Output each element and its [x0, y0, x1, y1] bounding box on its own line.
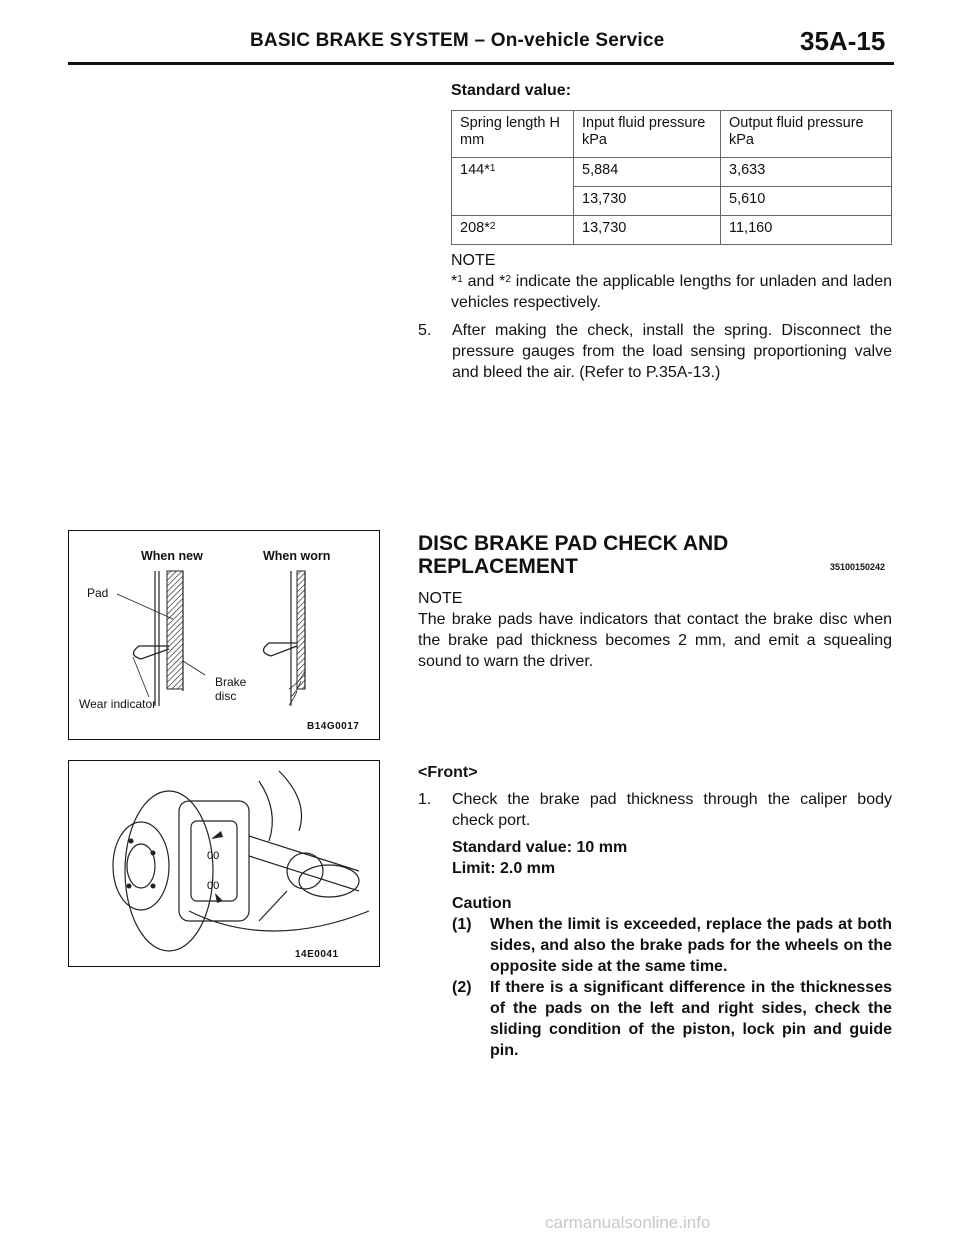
front-label: <Front>: [418, 764, 478, 781]
note-block: [451, 250, 892, 313]
table-cell: 13,730: [574, 187, 721, 216]
limit-value: Limit: 2.0 mm: [452, 860, 556, 877]
table-header-cell: Input fluid pressure kPa: [574, 111, 721, 158]
header-rule: [68, 62, 894, 65]
section-ref-number: 35100150242: [830, 562, 886, 572]
svg-text:00: 00: [207, 880, 220, 892]
figure-pad-wear: [68, 530, 380, 740]
table-cell: 144*$^1$: [452, 158, 574, 187]
label-brake: Brake: [215, 675, 247, 689]
figure-caliper: [68, 760, 380, 967]
table-header-cell: Spring length H mm: [452, 111, 574, 158]
label-when-worn: When worn: [263, 549, 331, 563]
svg-text:00: 00: [207, 850, 220, 862]
caution-item-2: (2) If there is a significant difference in the thicknesses of the pads on the left and right sides, check the sliding condition of the piston, lock pin and guide pin.: [452, 979, 892, 1059]
standard-value-table: [451, 110, 892, 245]
note-text: The brake pads have indicators that contact the brake disc when the brake pad thickness becomes 2 mm, and emit a squealing sound to warn the driver.: [418, 611, 892, 670]
caliper-drawing: [69, 761, 377, 964]
step-5: 5. After making the check, install the spring. Disconnect the pressure gauges from the load sensing proportioning valve and bleed the air. (Refer to P.35A-13.): [418, 322, 892, 381]
note-title: NOTE: [451, 252, 496, 269]
section-title: DISC BRAKE PAD CHECK AND REPLACEMENT: [418, 532, 729, 578]
caution-item-1: (1) When the limit is exceeded, replace the pads at both sides, and also the brake pads for the wheels on the opposite side at the same time.: [452, 916, 892, 975]
table-header-cell: Output fluid pressure kPa: [721, 111, 892, 158]
watermark: carmanualsonline.info: [545, 1213, 711, 1232]
label-disc: disc: [215, 689, 237, 703]
figure-code: B14G0017: [307, 721, 360, 732]
label-pad: Pad: [87, 586, 109, 600]
table-cell: 5,610: [721, 187, 892, 216]
table-cell: 11,160: [721, 216, 892, 245]
caution-title: Caution: [452, 895, 512, 912]
front-section: [418, 762, 892, 1061]
step-1: 1. Check the brake pad thickness through the caliper body check port.: [418, 791, 892, 829]
table-cell: 3,633: [721, 158, 892, 187]
standard-value-label: Standard value:: [451, 82, 572, 99]
figure-code: 14E0041: [295, 949, 339, 960]
table-row: [452, 187, 892, 216]
pad-wear-diagram: [69, 531, 377, 737]
table-row: [452, 216, 892, 245]
table-header-row: [452, 111, 892, 158]
label-when-new: When new: [141, 549, 203, 563]
page-number: 35A-15: [800, 26, 886, 56]
page-header-title: BASIC BRAKE SYSTEM – On-vehicle Service: [250, 30, 665, 51]
note-block-2: [418, 588, 892, 672]
note-text: *$^1$ and *$^2$ indicate the applicable lengths for unladen and laden vehicles respectively.: [451, 273, 892, 311]
table-row: [452, 158, 892, 187]
note-title: NOTE: [418, 590, 463, 607]
table-cell: [452, 187, 574, 216]
table-cell: 13,730: [574, 216, 721, 245]
label-wear-indicator: Wear indicator: [79, 697, 157, 711]
standard-value: Standard value: 10 mm: [452, 839, 628, 856]
table-cell: 208*$^2$: [452, 216, 574, 245]
table-cell: 5,884: [574, 158, 721, 187]
